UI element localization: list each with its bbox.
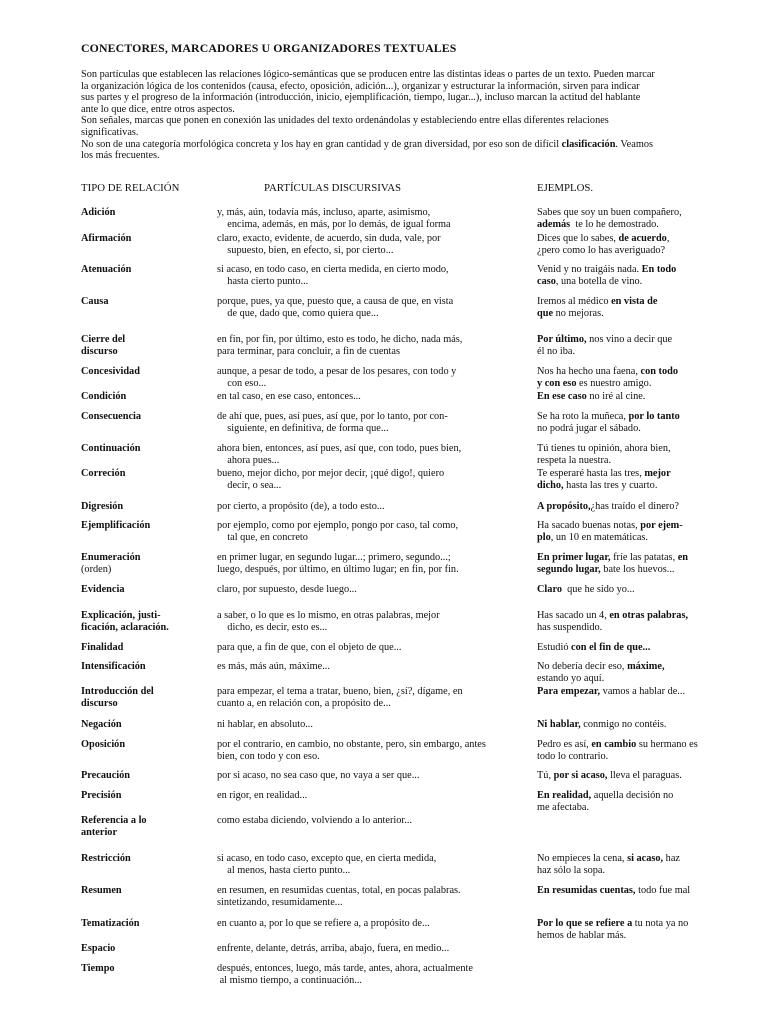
particles xyxy=(217,943,537,955)
example-connector: caso xyxy=(537,275,556,287)
example xyxy=(537,468,737,491)
particles-line: en primer lugar, en segundo lugar...; primero, segundo...; xyxy=(217,552,451,563)
example xyxy=(537,853,737,876)
relation-type xyxy=(81,853,209,865)
example-text: tu nota ya no xyxy=(632,918,689,929)
example-line xyxy=(537,468,737,480)
example-connector: dicho, xyxy=(537,479,564,491)
example-text: Iremos al médico xyxy=(537,296,612,307)
example-line xyxy=(537,334,737,346)
relation-type-line: Evidencia xyxy=(81,584,125,595)
intro-line: Son partículas que establecen las relaciones lógico-semánticas que se producen entre las distintas ideas o partes de un texto. Pueden marcar xyxy=(81,69,655,80)
example-line xyxy=(537,564,737,576)
example xyxy=(537,334,737,357)
example-connector: y con eso xyxy=(537,377,577,389)
particles xyxy=(217,366,537,389)
example xyxy=(537,264,737,287)
relation-type xyxy=(81,584,209,596)
example-text: él no iba. xyxy=(537,345,576,357)
example-text: conmigo no contéis. xyxy=(580,719,667,730)
relation-type-line: discurso xyxy=(81,345,118,357)
particles-line: dicho, es decir, esto es... xyxy=(217,621,328,633)
relation-type xyxy=(81,233,209,245)
relation-type xyxy=(81,391,209,403)
intro-text-segment: No son de una categoría morfológica concreta y los hay en gran cantidad y de gran diversidad, por eso son de difícil xyxy=(81,138,562,150)
relation-type-line: ficación, aclaración. xyxy=(81,621,169,633)
example-text: Nos ha hecho una faena, xyxy=(537,366,641,377)
intro-line: la organización lógica de los contenidos (causa, efecto, oposición, adición...), organizar y estructurar la información, sirven para indicar xyxy=(81,80,640,92)
example-connector: A propósito, xyxy=(537,501,591,512)
particles-line: en tal caso, en ese caso, entonces... xyxy=(217,391,361,402)
particles-line: por si acaso, no sea caso que, no vaya a ser que... xyxy=(217,770,420,781)
example-text: Tú, xyxy=(537,770,554,781)
example xyxy=(537,739,737,762)
example-text: ¿pero como lo has averiguado? xyxy=(537,244,666,256)
particles-line: por ejemplo, como por ejemplo, pongo por caso, tal como, xyxy=(217,520,459,531)
particles xyxy=(217,233,537,256)
relation-type xyxy=(81,815,209,838)
example-line xyxy=(537,207,737,219)
example-connector: mejor xyxy=(644,468,671,479)
relation-type-line: Adición xyxy=(81,207,116,218)
example-text: hasta las tres y cuarto. xyxy=(563,479,658,491)
particles xyxy=(217,264,537,287)
example xyxy=(537,296,737,319)
particles-line: a saber, o lo que es lo mismo, en otras palabras, mejor xyxy=(217,610,440,621)
example-connector: en otras palabras, xyxy=(609,610,689,621)
relation-type xyxy=(81,885,209,897)
relation-type-line: Atenuación xyxy=(81,264,132,275)
example-line xyxy=(537,219,737,231)
relation-type xyxy=(81,207,209,219)
particles xyxy=(217,610,537,633)
example-line xyxy=(537,552,737,564)
relation-type xyxy=(81,943,209,955)
example-text: Venid y no traigáis nada. xyxy=(537,264,642,275)
intro-line xyxy=(81,139,731,151)
example-text: bate los huevos... xyxy=(600,563,675,575)
relation-type-line: Intensificación xyxy=(81,661,146,672)
example-line xyxy=(537,480,737,492)
intro-emphasis: clasificación xyxy=(561,138,616,150)
particles-line: en fin, por fin, por último, esto es todo, he dicho, nada más, xyxy=(217,334,463,345)
particles-line: como estaba diciendo, volviendo a lo anterior... xyxy=(217,815,413,826)
example-connector: En realidad, xyxy=(537,790,592,801)
particles-line: hasta cierto punto... xyxy=(217,275,309,287)
relation-type-line: Causa xyxy=(81,296,109,307)
relation-type-line: Finalidad xyxy=(81,642,124,653)
example-text: ¿has traído el dinero? xyxy=(590,501,679,512)
particles-line: al menos, hasta cierto punto... xyxy=(217,864,351,876)
particles-line: si acaso, en todo caso, excepto que, en cierta medida, xyxy=(217,853,437,864)
relation-type-line: Continuación xyxy=(81,443,141,454)
particles xyxy=(217,443,537,466)
relation-type xyxy=(81,719,209,731)
example xyxy=(537,642,737,654)
particles xyxy=(217,790,537,802)
example-line xyxy=(537,423,737,435)
example-text: fríe las patatas, xyxy=(610,552,678,563)
example-connector: con todo xyxy=(640,366,678,377)
particles xyxy=(217,642,537,654)
example-text: no mejoras. xyxy=(553,307,604,319)
relation-type xyxy=(81,501,209,513)
intro-paragraph-3 xyxy=(81,139,731,162)
example-line xyxy=(537,296,737,308)
particles-line: bien, con todo y con eso. xyxy=(217,750,320,762)
example-text: , una botella de vino. xyxy=(555,275,643,287)
relation-type xyxy=(81,552,209,575)
example-line xyxy=(537,584,737,596)
example-text: que he sido yo... xyxy=(561,584,635,595)
example-line xyxy=(537,802,737,814)
particles-line: de que, dado que, como quiera que... xyxy=(217,307,379,319)
relation-type-line: Cierre del xyxy=(81,334,126,345)
particles xyxy=(217,885,537,908)
example-text: no podrá jugar el sábado. xyxy=(537,422,641,434)
particles-line: ahora bien, entonces, así pues, así que, con todo, pues bien, xyxy=(217,443,462,454)
example-text: Pedro es así, xyxy=(537,739,592,750)
particles-line: porque, pues, ya que, puesto que, a causa de que, en vista xyxy=(217,296,454,307)
particles-line: por el contrario, en cambio, no obstante, pero, sin embargo, antes xyxy=(217,739,486,750)
example-connector: Por último, xyxy=(537,334,587,345)
example-line xyxy=(537,276,737,288)
particles-line: tal que, en concreto xyxy=(217,531,308,543)
intro-text xyxy=(81,69,731,162)
example-line xyxy=(537,501,737,513)
relation-type-line: Explicación, justi- xyxy=(81,610,161,621)
example xyxy=(537,366,737,389)
relation-type-line: Precaución xyxy=(81,770,130,781)
particles-line: bueno, mejor dicho, por mejor decir, ¡qué digo!, quiero xyxy=(217,468,445,479)
relation-type xyxy=(81,963,209,975)
example-connector: que xyxy=(537,307,554,319)
example-text: No debería decir eso, xyxy=(537,661,628,672)
relation-type-line: anterior xyxy=(81,826,118,838)
particles-line: en resumen, en resumidas cuentas, total, en pocas palabras. xyxy=(217,885,461,896)
header-particulas: PARTÍCULAS DISCURSIVAS xyxy=(264,182,402,194)
example-line xyxy=(537,853,737,865)
relation-type xyxy=(81,770,209,782)
example-connector: si acaso, xyxy=(627,853,664,864)
particles-line: al mismo tiempo, a continuación... xyxy=(217,974,362,986)
relation-type xyxy=(81,661,209,673)
relation-type-line: Negación xyxy=(81,719,122,730)
example-text: es nuestro amigo. xyxy=(576,377,652,389)
relation-type-line: Digresión xyxy=(81,501,124,512)
relation-type xyxy=(81,443,209,455)
example-line xyxy=(537,366,737,378)
example-connector: en vista de xyxy=(611,296,658,307)
example-connector: por ejem- xyxy=(640,520,683,531)
relation-type-line: Precisión xyxy=(81,790,122,801)
relation-type-line: Espacio xyxy=(81,943,116,954)
relation-type xyxy=(81,366,209,378)
particles xyxy=(217,963,537,986)
example xyxy=(537,411,737,434)
relation-type xyxy=(81,468,209,480)
particles-line: de ahí que, pues, así pues, así que, por lo tanto, por con- xyxy=(217,411,448,422)
example-connector: Ni hablar, xyxy=(537,719,581,730)
particles xyxy=(217,815,537,827)
particles xyxy=(217,334,537,357)
relation-type-line: Consecuencia xyxy=(81,411,142,422)
particles xyxy=(217,391,537,403)
example xyxy=(537,584,737,596)
particles-line: enfrente, delante, detrás, arriba, abajo, fuera, en medio... xyxy=(217,943,450,954)
example-line xyxy=(537,642,737,654)
example-line xyxy=(537,346,737,358)
relation-type xyxy=(81,610,209,633)
relation-type xyxy=(81,334,209,357)
relation-type xyxy=(81,642,209,654)
particles xyxy=(217,739,537,762)
relation-type xyxy=(81,686,209,709)
intro-line: los más frecuentes. xyxy=(81,150,160,162)
example xyxy=(537,501,737,513)
particles-line: siguiente, en definitiva, de forma que... xyxy=(217,422,389,434)
particles-line: aunque, a pesar de todo, a pesar de los pesares, con todo y xyxy=(217,366,457,377)
example xyxy=(537,719,737,731)
particles-line: es más, más aún, máxime... xyxy=(217,661,330,672)
example-text: me afectaba. xyxy=(537,801,590,813)
relation-type-line: Correción xyxy=(81,468,126,479)
example-line xyxy=(537,790,737,802)
example-connector: en xyxy=(677,552,689,563)
relation-type-line: Introducción del xyxy=(81,686,154,697)
particles xyxy=(217,501,537,513)
example-text: su hermano es xyxy=(636,739,698,750)
example xyxy=(537,610,737,633)
example-text: nos vino a decir que xyxy=(586,334,673,345)
example-text: Sabes que soy un buen compañero, xyxy=(537,207,682,218)
example xyxy=(537,520,737,543)
particles-line: cuanto a, en relación con, a propósito de... xyxy=(217,697,391,709)
example-text: , un 10 en matemáticas. xyxy=(550,531,648,543)
example xyxy=(537,391,737,403)
example-connector: plo xyxy=(537,531,551,543)
example-connector: en cambio xyxy=(591,739,637,750)
example-line xyxy=(537,930,737,942)
relation-type xyxy=(81,918,209,930)
particles-line: para terminar, para concluir, a fin de cuentas xyxy=(217,345,400,357)
particles-line: en cuanto a, por lo que se refiere a, a propósito de... xyxy=(217,918,430,929)
example-connector: En todo xyxy=(641,264,677,275)
example xyxy=(537,885,737,897)
example-text: todo fue mal xyxy=(635,885,691,896)
intro-text-segment: . Veamos xyxy=(615,138,653,150)
relation-type-line: Condición xyxy=(81,391,127,402)
particles xyxy=(217,584,537,596)
particles-line: y, más, aún, todavía más, incluso, aparte, asimismo, xyxy=(217,207,431,218)
particles-line: claro, exacto, evidente, de acuerdo, sin duda, vale, por xyxy=(217,233,441,244)
example-line xyxy=(537,751,737,763)
particles-line: para empezar, el tema a tratar, bueno, bien, ¿sí?, dígame, en xyxy=(217,686,463,697)
particles xyxy=(217,296,537,319)
example-text: No empieces la cena, xyxy=(537,853,628,864)
example-text: Has sacado un 4, xyxy=(537,610,610,621)
example-text: lleva el paraguas. xyxy=(607,770,682,781)
example-text: Se ha roto la muñeca, xyxy=(537,411,629,422)
example xyxy=(537,661,737,684)
example-text: , xyxy=(666,233,670,244)
example-connector: En primer lugar, xyxy=(537,552,611,563)
example-text: hemos de hablar más. xyxy=(537,929,627,941)
particles-line: ni hablar, en absoluto... xyxy=(217,719,313,730)
intro-paragraph-1 xyxy=(81,69,731,115)
example-text: te lo he demostrado. xyxy=(570,218,659,230)
particles-line: sintetizando, resumidamente... xyxy=(217,896,343,908)
example-text: has suspendido. xyxy=(537,621,603,633)
example xyxy=(537,233,737,256)
relation-type xyxy=(81,520,209,532)
example-text: estando yo aquí. xyxy=(537,672,605,684)
relation-type-line: Oposición xyxy=(81,739,126,750)
particles-line: claro, por supuesto, desde luego... xyxy=(217,584,357,595)
particles xyxy=(217,468,537,491)
relation-type-line: Tiempo xyxy=(81,963,115,974)
particles xyxy=(217,719,537,731)
example-line xyxy=(537,865,737,877)
intro-line: ante lo que dice, entre otros aspectos. xyxy=(81,103,235,115)
particles xyxy=(217,520,537,543)
relation-type-line: Afirmación xyxy=(81,233,132,244)
example xyxy=(537,918,737,941)
example xyxy=(537,770,737,782)
example xyxy=(537,686,737,698)
example-connector: por lo tanto xyxy=(628,411,680,422)
particles-line: decir, o sea... xyxy=(217,479,282,491)
header-tipo: TIPO DE RELACIÓN xyxy=(81,182,180,194)
particles xyxy=(217,918,537,930)
example-text: haz xyxy=(663,853,680,864)
example-connector: por si acaso, xyxy=(553,770,608,781)
example xyxy=(537,552,737,575)
example-text: respeta la nuestra. xyxy=(537,454,612,466)
example-connector: En ese caso xyxy=(537,391,587,402)
relation-type xyxy=(81,264,209,276)
particles-line: para que, a fin de que, con el objeto de que... xyxy=(217,642,402,653)
example-text: Te esperaré hasta las tres, xyxy=(537,468,645,479)
particles-line: en rigor, en realidad... xyxy=(217,790,308,801)
particles-line: supuesto, bien, en efecto, si, por cierto... xyxy=(217,244,394,256)
example-line xyxy=(537,610,737,622)
example-line xyxy=(537,622,737,634)
example-connector: En resumidas cuentas, xyxy=(537,885,636,896)
header-ejemplos: EJEMPLOS. xyxy=(537,182,594,194)
example-line xyxy=(537,455,737,467)
particles xyxy=(217,411,537,434)
relation-type-line: Referencia a lo xyxy=(81,815,147,826)
example xyxy=(537,207,737,230)
particles-line: luego, después, por último, en último lugar; en fin, por fin. xyxy=(217,563,459,575)
relation-type-line: Tematización xyxy=(81,918,140,929)
example-line xyxy=(537,673,737,685)
particles xyxy=(217,552,537,575)
relation-type-line: Ejemplificación xyxy=(81,520,151,531)
example-line xyxy=(537,443,737,455)
particles-line: encima, además, en más, por lo demás, de igual forma xyxy=(217,218,451,230)
example-line xyxy=(537,719,737,731)
example-line xyxy=(537,532,737,544)
example-line xyxy=(537,686,737,698)
example-text: haz sólo la sopa. xyxy=(537,864,606,876)
example-line xyxy=(537,391,737,403)
intro-paragraph-2 xyxy=(81,115,731,138)
example-text: Tú tienes tu opinión, ahora bien, xyxy=(537,443,671,454)
particles-line: ahora pues... xyxy=(217,454,280,466)
example-line xyxy=(537,661,737,673)
relation-type xyxy=(81,790,209,802)
example-text: Estudió xyxy=(537,642,572,653)
example-connector: con el fin de que... xyxy=(571,642,651,653)
example-line xyxy=(537,739,737,751)
example-connector: Para empezar, xyxy=(537,686,601,697)
particles xyxy=(217,770,537,782)
particles-line: por cierto, a propósito (de), a todo esto... xyxy=(217,501,385,512)
example-text: todo lo contrario. xyxy=(537,750,609,762)
relation-type-line: Resumen xyxy=(81,885,122,896)
relation-type-sub: (orden) xyxy=(81,563,112,575)
relation-type-line: Restricción xyxy=(81,853,131,864)
intro-line: Son señales, marcas que ponen en conexión las unidades del texto ordenándolas y estableciendo entre ellas diferentes relaciones xyxy=(81,115,609,127)
relation-type-line: discurso xyxy=(81,697,118,709)
document-title: CONECTORES, MARCADORES U ORGANIZADORES TEXTUALES xyxy=(81,41,457,55)
particles-line: si acaso, en todo caso, en cierta medida, en cierto modo, xyxy=(217,264,449,275)
relation-type xyxy=(81,411,209,423)
particles xyxy=(217,207,537,230)
example-line xyxy=(537,770,737,782)
example-connector: Por lo que se refiere a xyxy=(537,918,633,929)
particles xyxy=(217,661,537,673)
relation-type-line: Concesividad xyxy=(81,366,140,377)
example-line xyxy=(537,245,737,257)
example-text: aquella decisión no xyxy=(591,790,674,801)
relation-type-line: Enumeración xyxy=(81,552,141,563)
particles-line: con eso... xyxy=(217,377,267,389)
intro-line: sus partes y el progreso de la información (introducción, inicio, ejemplificación, tiempo, lugar...), incluso marcan la actitud del hablante xyxy=(81,92,641,104)
particles xyxy=(217,686,537,709)
intro-line: significativas. xyxy=(81,126,139,138)
example-line xyxy=(537,378,737,390)
particles-line: después, entonces, luego, más tarde, antes, ahora, actualmente xyxy=(217,963,473,974)
example-connector: Claro xyxy=(537,584,562,595)
example-line xyxy=(537,308,737,320)
example-text: Dices que lo sabes, xyxy=(537,233,619,244)
example-line xyxy=(537,264,737,276)
particles xyxy=(217,853,537,876)
example-line xyxy=(537,233,737,245)
example-connector: máxime, xyxy=(627,661,665,672)
example xyxy=(537,790,737,813)
example-line xyxy=(537,520,737,532)
example-connector: además xyxy=(537,218,571,230)
relation-type xyxy=(81,739,209,751)
relation-type xyxy=(81,296,209,308)
example-text: vamos a hablar de... xyxy=(600,686,686,697)
example-connector: de acuerdo xyxy=(618,233,667,244)
example-text: no iré al cine. xyxy=(586,391,646,402)
example-connector: segundo lugar, xyxy=(537,563,601,575)
example-text: Ha sacado buenas notas, xyxy=(537,520,641,531)
example xyxy=(537,443,737,466)
example-line xyxy=(537,885,737,897)
example-line xyxy=(537,411,737,423)
example-line xyxy=(537,918,737,930)
